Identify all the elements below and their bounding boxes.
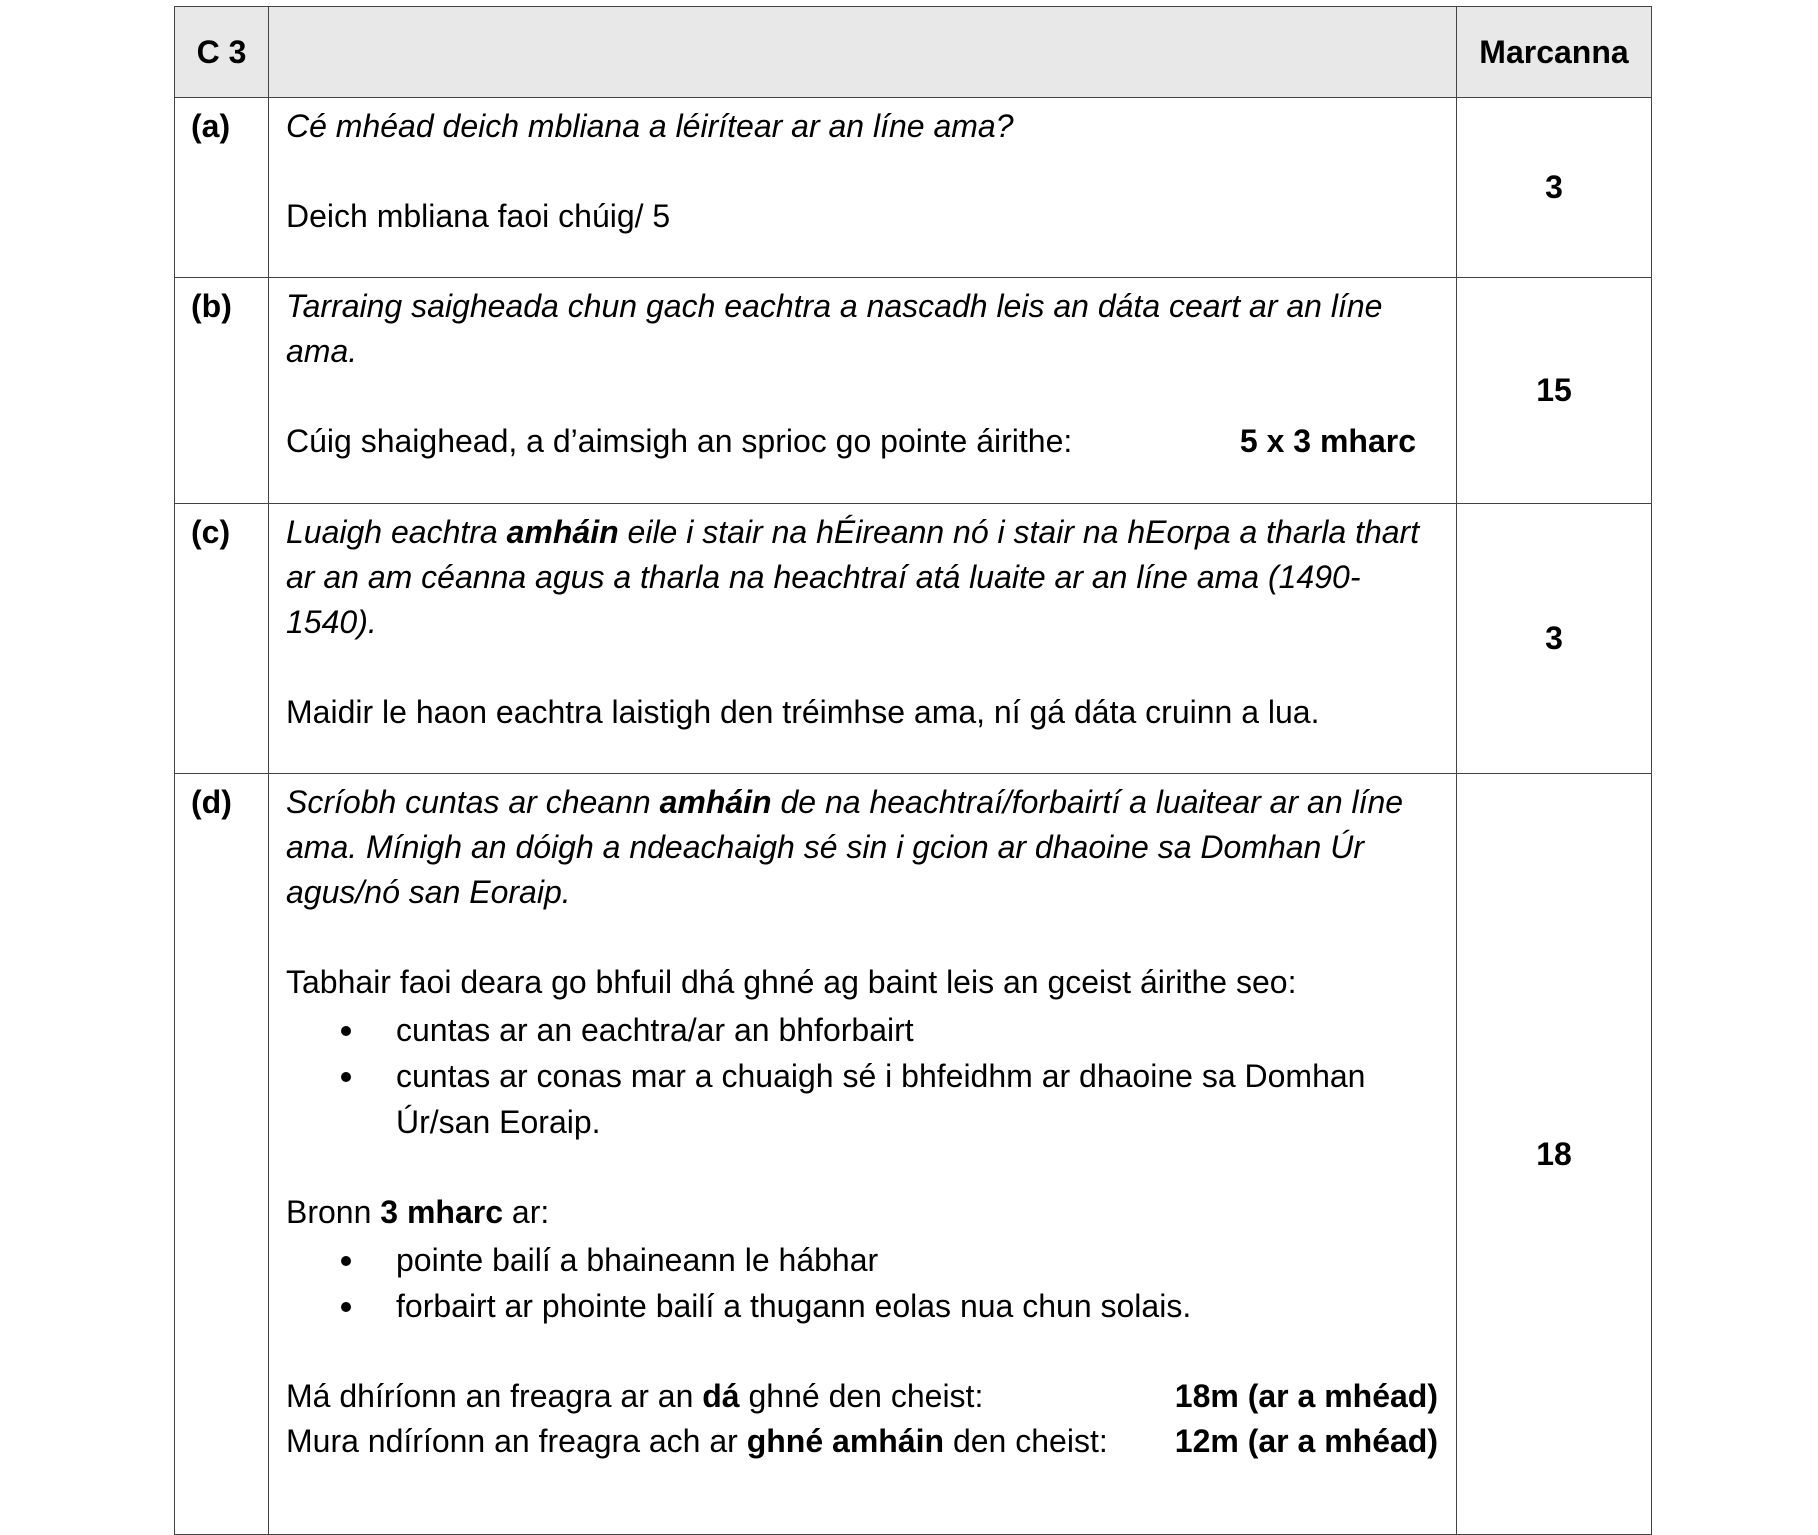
rule-1-post: ghné den cheist:: [739, 1378, 984, 1414]
part-b-content: [269, 278, 1457, 504]
part-label-d: (d): [175, 774, 269, 1535]
part-c-content: [269, 504, 1457, 774]
table-header-row: [175, 7, 1652, 98]
part-a-question: Cé mhéad deich mbliana a léirítear ar an líne ama?: [286, 108, 1014, 144]
part-a-marks: 3: [1457, 98, 1652, 278]
award-pre: Bronn: [286, 1194, 381, 1230]
part-a-content: [269, 98, 1457, 278]
part-d-note: Tabhair faoi deara go bhfuil dhá ghné ag baint leis an gceist áirithe seo:: [286, 964, 1297, 1000]
list-item: cuntas ar an eachtra/ar an bhforbairt: [396, 1007, 1438, 1053]
part-label-b: (b): [175, 278, 269, 504]
part-b-marks: 15: [1457, 278, 1652, 504]
part-label-c: (c): [175, 504, 269, 774]
part-c-question-post: eile i stair na hÉireann nó i stair na hEorpa a tharla thart ar an am céanna agus a tharla na heachtraí atá luaite ar an líne ama (1490-1540).: [286, 514, 1420, 640]
part-c-marks: 3: [1457, 504, 1652, 774]
part-c-answer: Maidir le haon eachtra laistigh den tréimhse ama, ní gá dáta cruinn a lua.: [286, 694, 1320, 730]
part-c-question-pre: Luaigh eachtra: [286, 514, 507, 550]
rule-2-post: den cheist:: [944, 1423, 1108, 1459]
rule-1-bold: dá: [702, 1378, 740, 1414]
list-item: forbairt ar phointe bailí a thugann eolas nua chun solais.: [396, 1283, 1438, 1329]
table-row-d: [175, 774, 1652, 1535]
part-b-question: Tarraing saigheada chun gach eachtra a nascadh leis an dáta ceart ar an líne ama.: [286, 288, 1383, 369]
rule-2-text: [286, 1419, 1108, 1464]
award-bold: 3 mharc: [380, 1194, 504, 1230]
part-d-marks: 18: [1457, 774, 1652, 1535]
rule-1-text: [286, 1374, 983, 1419]
award-points-list: [286, 1237, 1438, 1329]
table-row-b: [175, 278, 1652, 504]
part-d-award: [286, 1190, 1438, 1235]
list-item: cuntas ar conas mar a chuaigh sé i bhfeidhm ar dhaoine sa Domhan Úr/san Eoraip.: [396, 1053, 1438, 1145]
blank-header: [269, 7, 1457, 98]
part-d-question-post: de na heachtraí/forbairtí a luaitear ar an líne ama. Mínigh an dóigh a ndeachaigh sé sin i gcion ar dhaoine sa Domhan Úr agus/nó san Eoraip.: [286, 784, 1404, 910]
aspects-list: [286, 1007, 1438, 1145]
table-row-a: [175, 98, 1652, 278]
part-a-answer: Deich mbliana faoi chúig/ 5: [286, 198, 671, 234]
part-b-answer-marks: 5 x 3 mharc: [1239, 423, 1416, 459]
rule-2-pre: Mura ndíríonn an freagra ach ar: [286, 1423, 747, 1459]
part-d-question-bold: amháin: [659, 784, 772, 820]
part-d-question-pre: Scríobh cuntas ar cheann: [286, 784, 660, 820]
rule-2-bold: ghné amháin: [746, 1423, 945, 1459]
marking-scheme-table: [174, 6, 1652, 1535]
list-item: pointe bailí a bhaineann le hábhar: [396, 1237, 1438, 1283]
part-c-question: [286, 510, 1438, 645]
part-label-a: (a): [175, 98, 269, 278]
part-d-content: [269, 774, 1457, 1535]
rule-2: [286, 1419, 1438, 1464]
rule-1-marks: 18m (ar a mhéad): [1174, 1378, 1438, 1414]
part-c-question-bold: amháin: [506, 514, 619, 550]
table-row-c: [175, 504, 1652, 774]
marks-header: Marcanna: [1457, 7, 1652, 98]
award-post: ar:: [503, 1194, 550, 1230]
question-number-header: C 3: [175, 7, 269, 98]
rule-2-marks: 12m (ar a mhéad): [1174, 1423, 1438, 1459]
rule-1: [286, 1374, 1438, 1419]
rule-1-pre: Má dhíríonn an freagra ar an: [286, 1378, 703, 1414]
part-d-question: [286, 780, 1438, 915]
part-b-answer: Cúig shaighead, a d’aimsigh an sprioc go pointe áirithe:: [286, 423, 1073, 459]
